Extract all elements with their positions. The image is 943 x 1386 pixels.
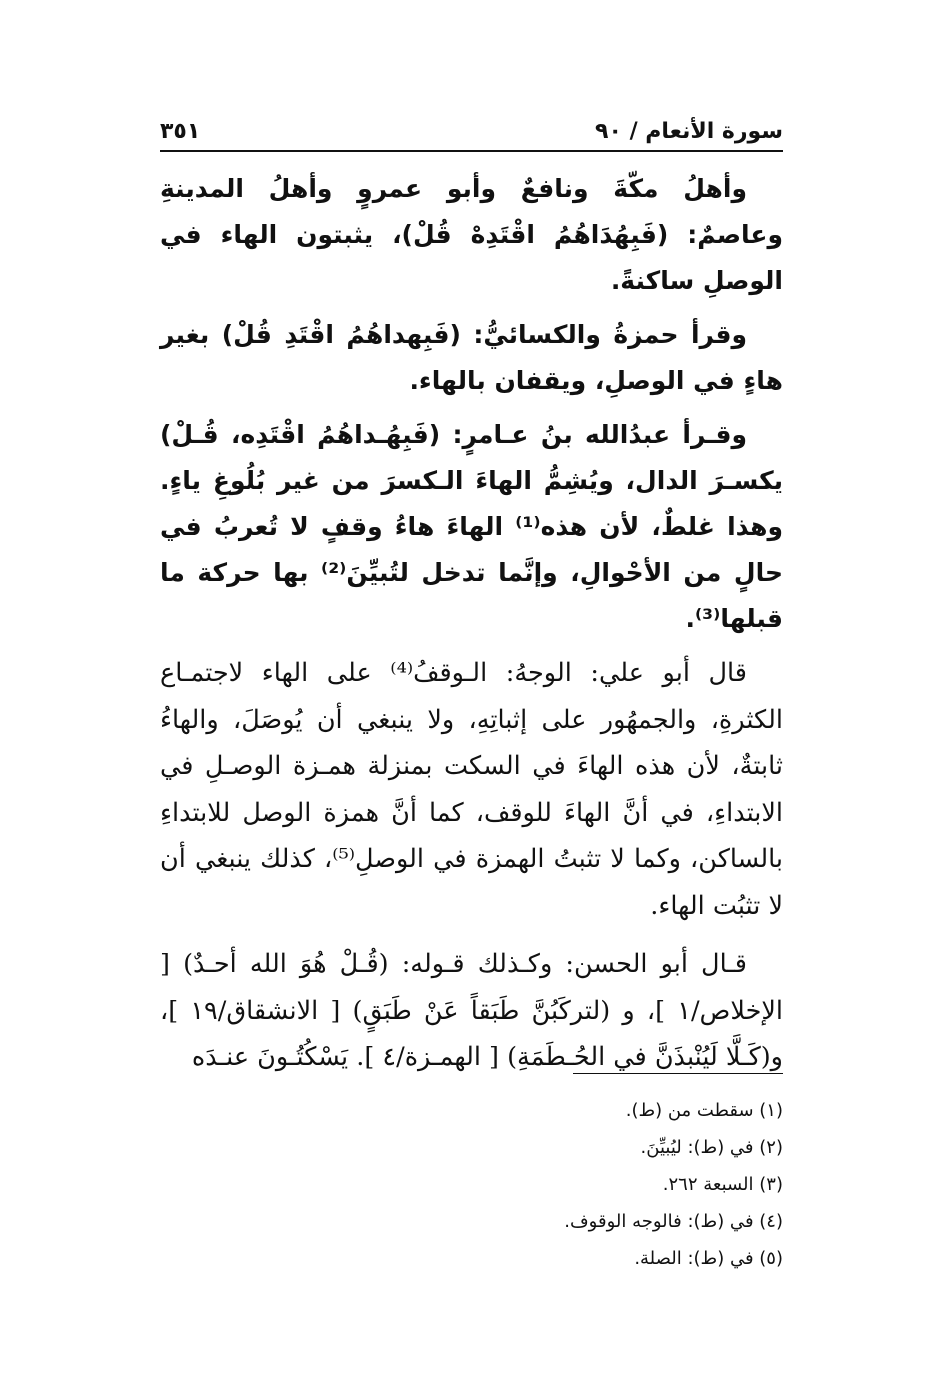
footnote-4: (٤) في (ط): فالوجه الوقوف. [564,1211,783,1232]
footnotes [160,1092,783,1277]
footnote-1: (١) سقطت من (ط). [625,1100,783,1121]
footnote-5: (٥) في (ط): الصلة. [634,1248,783,1269]
paragraph-4: قال أبو علي: الوجهُ: الـوقفُ⁽⁴⁾ على الهاء لاجتمـاع الكثرةِ، والجمهُور على إثباتِهِ، ولا ينبغي أن يُوصَلَ، والهاءُ ثابتةٌ، لأن هذه الهاءَ في السكت بمنزلة همـزة الوصـلِ في الابتداءِ، في أنَّ الهاءَ للوقف، كما أنَّ همزة الوصل للابتداءِ بالساكن، وكما لا تثبتُ الهمزة في الوصلِ⁽⁵⁾، كذلك ينبغي أن لا تثبُت الهاء. [160,658,783,921]
main-text [160,166,783,1093]
header-divider [160,150,783,152]
footnote-3: (٣) السبعة ٢٦٢. [662,1174,783,1195]
paragraph-3: وقـرأ عبدُالله بنُ عـامرٍ: (فَبِهُـداهُمُ اقْتَدِه، قُـلْ) يكسـرَ الدال، ويُشِمُّ الهاءَ الـكسرَ من غير بُلُوغِ ياءٍ. وهذا غلطٌ، لأن هذه⁽¹⁾ الهاءَ هاءُ وقفٍ لا تُعربُ في حالٍ من الأحْوالِ، وإنَّما تدخل لتُبيِّنَ⁽²⁾ بها حركة ما قبلها⁽³⁾. [160,420,783,633]
running-title: سورة الأنعام / ٩٠ [595,119,783,144]
footnote-divider [573,1073,783,1074]
paragraph-1: وأهلُ مكّةَ ونافعٌ وأبو عمروٍ وأهلُ المدينةِ وعاصمٌ: (فَبِهُدَاهُمُ اقْتَدِهْ قُلْ)، يثبتون الهاء في الوصلِ ساكنةً. [160,174,783,295]
paragraph-2: وقرأ حمزةُ والكسائيُّ: (فَبِهداهُمُ اقْتَدِ قُلْ) بغير هاءٍ في الوصلِ، ويقفان بالهاء. [160,320,783,395]
footnote-2: (٢) في (ط): ليُبيِّنَ. [640,1137,783,1158]
page-number: ٣٥١ [160,119,201,144]
paragraph-5: قـال أبو الحسن: وكـذلك قـوله: (قُـلْ هُوَ الله أحـدٌ) [ الإخلاص/١ ]، و (لتركَبُنَّ طَبَقاً عَنْ طَبَقٍ) [ الانشقاق/١٩ ]، و(كَـلَّا لَيُنْبذَنَّ في الحُـطَمَةِ) [ الهمـزة/٤ ]. يَسْكُتُـونَ عنـدَه [160,949,783,1072]
page-header [160,108,783,144]
